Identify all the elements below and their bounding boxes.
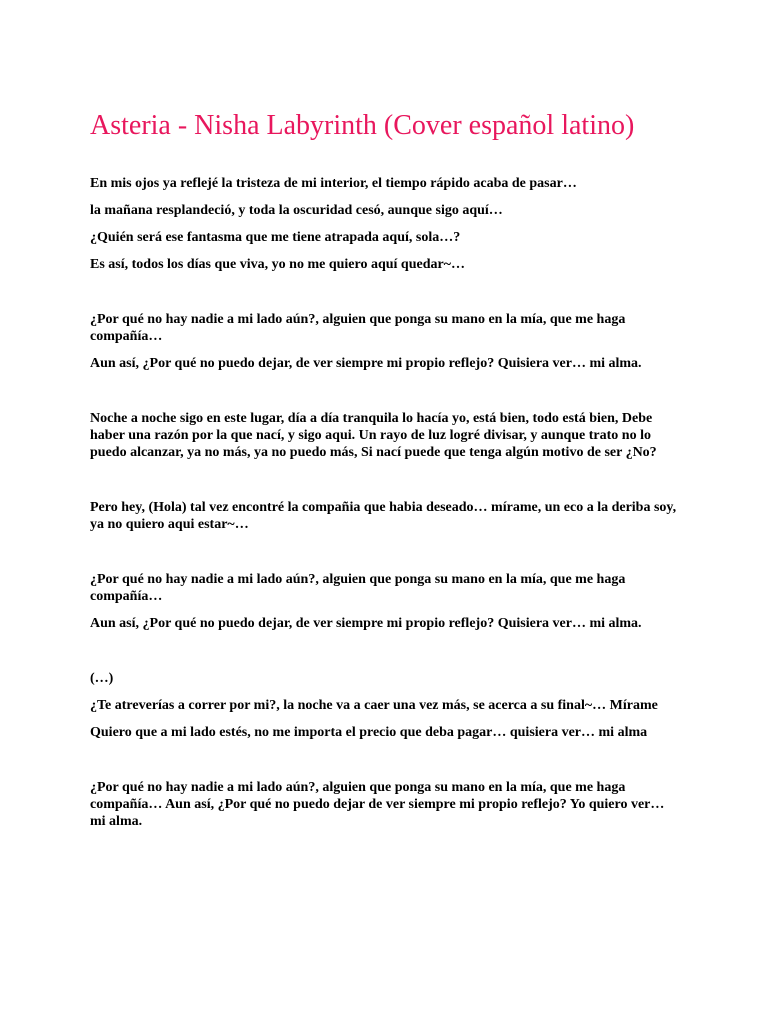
document-title: Asteria - Nisha Labyrinth (Cover español latino) <box>90 110 635 141</box>
lyric-line: Pero hey, (Hola) tal vez encontré la compañia que habia deseado… mírame, un eco a la deriba soy, ya no quiero aqui estar~… <box>90 500 677 532</box>
stanza-gap <box>90 543 682 571</box>
stanza-2 <box>90 311 682 372</box>
stanza-6 <box>90 670 682 741</box>
stanza-1 <box>90 175 682 273</box>
lyric-line: ¿Te atreverías a correr por mi?, la noche va a caer una vez más, se acerca a su final~… Mírame <box>90 698 658 713</box>
lyric-line: Es así, todos los días que viva, yo no me quiero aquí quedar~… <box>90 257 465 272</box>
lyrics-body <box>90 175 682 840</box>
stanza-3 <box>90 410 682 461</box>
lyric-line: la mañana resplandeció, y toda la oscuridad cesó, aunque sigo aquí… <box>90 203 503 218</box>
stanza-7 <box>90 779 682 830</box>
stanza-gap <box>90 642 682 670</box>
lyric-line: ¿Por qué no hay nadie a mi lado aún?, alguien que ponga su mano en la mía, que me haga compañía… Aun así, ¿Por qué no puedo dejar de ver siempre mi propio reflejo? Yo quiero ver… mi alma. <box>90 780 665 829</box>
lyric-line: En mis ojos ya reflejé la tristeza de mi interior, el tiempo rápido acaba de pasar… <box>90 176 577 191</box>
stanza-4 <box>90 499 682 533</box>
stanza-gap <box>90 751 682 779</box>
stanza-5 <box>90 571 682 632</box>
lyric-line: ¿Por qué no hay nadie a mi lado aún?, alguien que ponga su mano en la mía, que me haga compañía… <box>90 312 626 344</box>
lyric-line: Noche a noche sigo en este lugar, día a día tranquila lo hacía yo, está bien, todo está bien, Debe haber una razón por la que nací, y sigo aqui. Un rayo de luz logré divisar, y aunque trato no lo puedo alcanzar, ya no más, ya no puedo más, Si nací puede que tenga algún motivo de ser ¿No? <box>90 411 657 460</box>
lyric-line: Aun así, ¿Por qué no puedo dejar, de ver siempre mi propio reflejo? Quisiera ver… mi alma. <box>90 616 642 631</box>
lyric-line: ¿Quién será ese fantasma que me tiene atrapada aquí, sola…? <box>90 230 461 245</box>
lyric-line: ¿Por qué no hay nadie a mi lado aún?, alguien que ponga su mano en la mía, que me haga compañía… <box>90 572 626 604</box>
stanza-gap <box>90 382 682 410</box>
lyric-line: Aun así, ¿Por qué no puedo dejar, de ver siempre mi propio reflejo? Quisiera ver… mi alma. <box>90 356 642 371</box>
stanza-gap <box>90 283 682 311</box>
lyric-line: Quiero que a mi lado estés, no me importa el precio que deba pagar… quisiera ver… mi alma <box>90 725 648 740</box>
lyric-line: (…) <box>90 671 114 686</box>
stanza-gap <box>90 471 682 499</box>
